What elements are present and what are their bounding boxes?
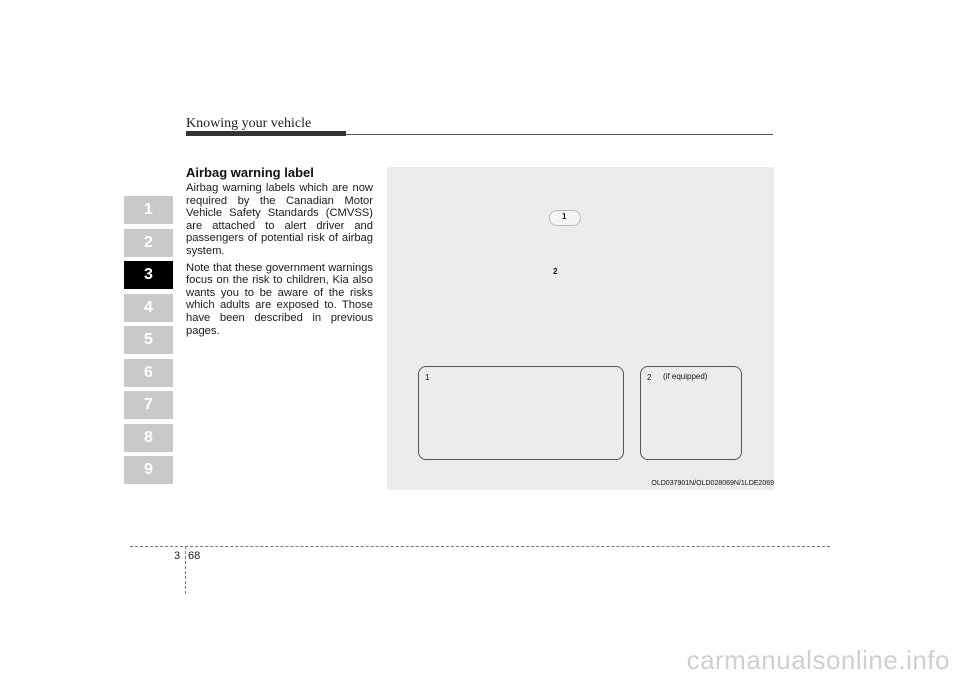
chapter-tab-4[interactable]: 4	[124, 294, 173, 322]
watermark: carmanualsonline.info	[686, 645, 950, 675]
chapter-tab-2[interactable]: 2	[124, 229, 173, 257]
header-bar-thin	[346, 134, 773, 135]
chapter-tab-9[interactable]: 9	[124, 456, 173, 484]
callout-1: 1	[562, 212, 567, 221]
footer-chapter-number: 3	[174, 550, 181, 562]
panel-2-note: (if equipped)	[663, 372, 708, 381]
panel-2-number: 2	[647, 373, 652, 382]
footer-divider	[130, 546, 830, 547]
panel-1-number: 1	[425, 373, 430, 382]
warning-label-panel-1	[418, 366, 624, 460]
footer-page-number: 68	[188, 550, 201, 562]
paragraph-1: Airbag warning labels which are now required by the Canadian Motor Vehicle Safety Standards (CMVSS) are attached to alert driver and passengers of potential risk of airbag system.	[186, 182, 373, 257]
footer-vertical-divider	[185, 546, 186, 594]
chapter-tab-6[interactable]: 6	[124, 359, 173, 387]
header-bar-thick	[186, 131, 346, 136]
figure-code: OLD037901N/OLD028069N/1LDE2069	[651, 480, 774, 487]
header-title: Knowing your vehicle	[186, 116, 312, 131]
warning-label-panel-2	[640, 366, 742, 460]
chapter-tab-1[interactable]: 1	[124, 196, 173, 224]
callout-2: 2	[553, 267, 558, 276]
chapter-tab-8[interactable]: 8	[124, 424, 173, 452]
chapter-tab-7[interactable]: 7	[124, 391, 173, 419]
section-body	[186, 182, 373, 341]
chapter-tabs	[124, 196, 173, 489]
paragraph-2: Note that these government warnings focus on the risk to children, Kia also wants you to be aware of the risks which adults are exposed to. Those have been described in previous pages.	[186, 261, 373, 337]
airbag-label-figure	[387, 167, 774, 490]
chapter-tab-3[interactable]: 3	[124, 261, 173, 289]
section-title: Airbag warning label	[186, 165, 314, 180]
chapter-tab-5[interactable]: 5	[124, 326, 173, 354]
